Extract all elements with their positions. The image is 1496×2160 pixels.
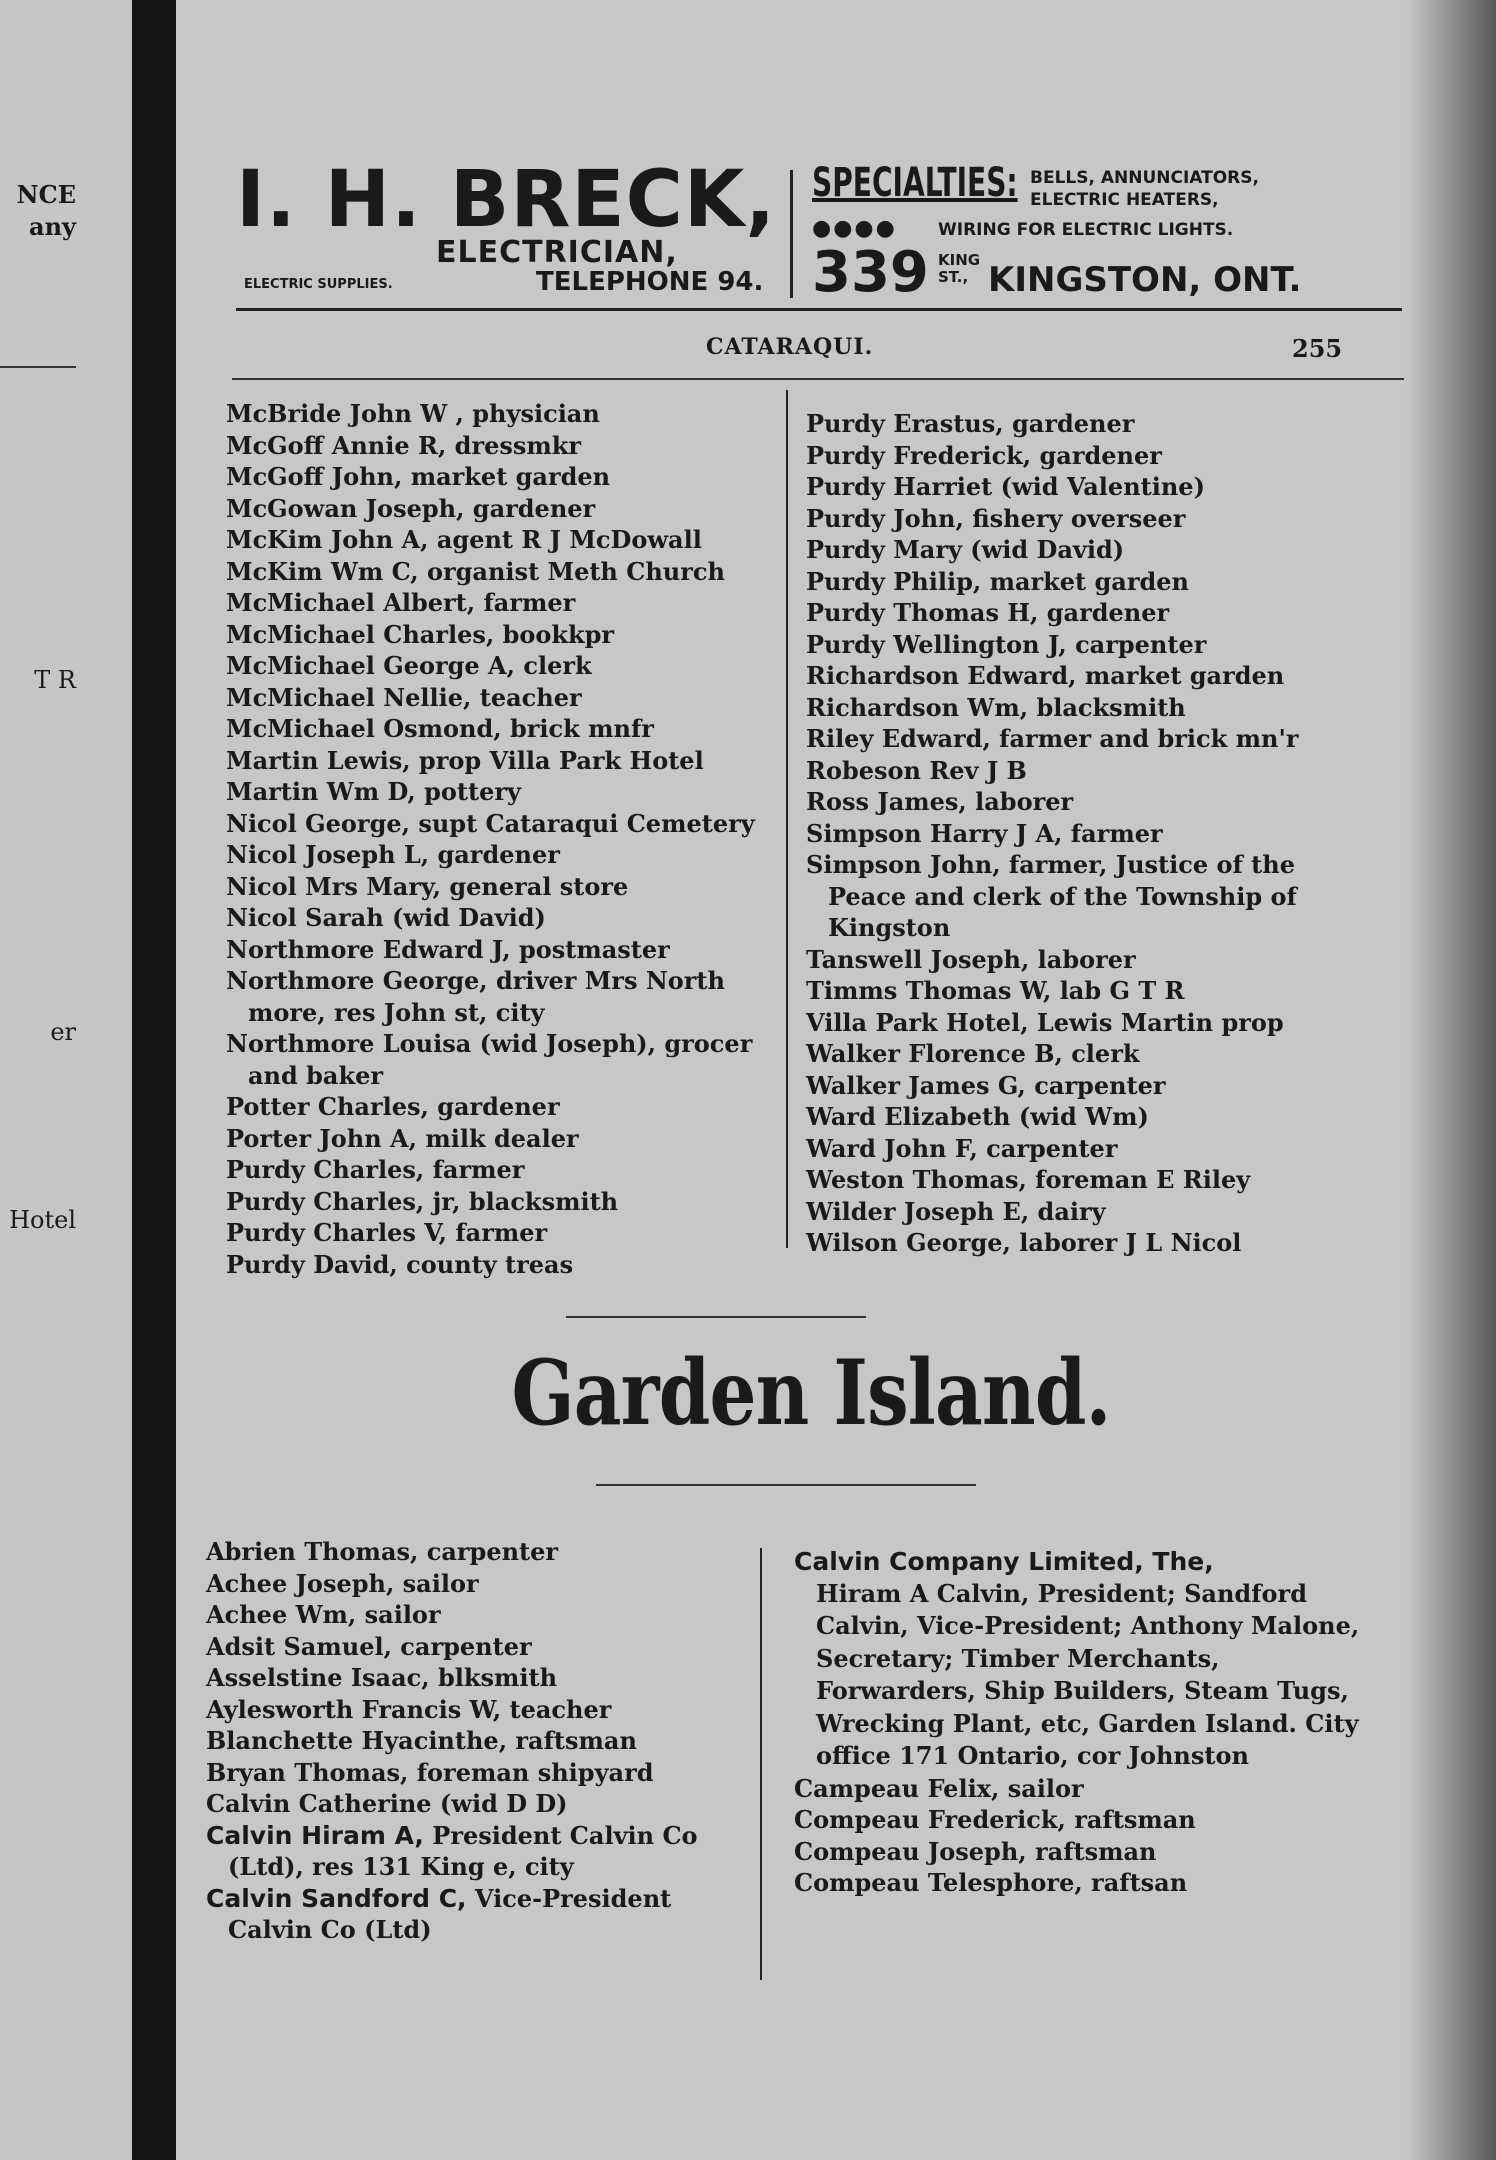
- ornament-dots: ●●●●: [812, 216, 897, 241]
- directory-entry: Purdy Charles, farmer: [226, 1155, 525, 1184]
- directory-entry: Walker James G, carpenter: [806, 1070, 1166, 1100]
- directory-entry: McBride John W , physician: [226, 399, 600, 428]
- directory-entry: [206, 1694, 746, 1726]
- directory-entry: [206, 1662, 746, 1694]
- directory-entry: Wilder Joseph E, dairy: [806, 1196, 1106, 1226]
- entry-detail: carpenter: [391, 1631, 532, 1661]
- directory-entry: [206, 1631, 746, 1663]
- entry-name: Achee Wm,: [206, 1600, 357, 1629]
- entry-name: Adsit Samuel,: [206, 1631, 392, 1661]
- firm-heading: Calvin Company Limited, The,: [794, 1547, 1214, 1576]
- directory-entry: [206, 1568, 746, 1600]
- page-number: 255: [1292, 334, 1343, 363]
- entry-name: Aylesworth Francis W,: [206, 1694, 502, 1724]
- directory-entry: [206, 1757, 746, 1789]
- directory-entry: [206, 1599, 746, 1631]
- entry-detail: blksmith: [429, 1663, 558, 1692]
- directory-entry: Northmore Louisa (wid Joseph), grocer and baker: [226, 1029, 753, 1090]
- entry-detail: teacher: [501, 1694, 612, 1724]
- directory-entry: Compeau Joseph, raftsman: [794, 1836, 1157, 1866]
- directory-entry: [206, 1536, 746, 1568]
- advertisement-left: [236, 155, 796, 305]
- advertiser-telephone: TELEPHONE 94.: [536, 267, 764, 297]
- entry-detail: sailor: [394, 1568, 479, 1598]
- directory-entry: [206, 1883, 746, 1946]
- directory-entry: Robeson Rev J B: [806, 755, 1027, 785]
- directory-entry: Villa Park Hotel, Lewis Martin prop: [806, 1007, 1284, 1037]
- advertiser-city: KINGSTON, ONT.: [988, 260, 1302, 300]
- directory-entry: Potter Charles, gardener: [226, 1092, 560, 1121]
- directory-entry: Richardson Edward, market garden: [806, 661, 1285, 690]
- entry-detail: carpenter: [418, 1537, 559, 1566]
- directory-entry: Nicol Mrs Mary, general store: [226, 871, 629, 901]
- advertisement-divider: [790, 170, 793, 298]
- previous-page-edge: [0, 0, 132, 2160]
- directory-entry: Purdy Erastus, gardener: [806, 409, 1135, 438]
- entry-name: Calvin Catherine: [206, 1789, 432, 1818]
- section-rule: [566, 1316, 866, 1318]
- specialties-label: SPECIALTIES:: [812, 160, 1018, 206]
- directory-entry: Timms Thomas W, lab G T R: [806, 976, 1185, 1005]
- specialty-line: ELECTRIC HEATERS,: [1030, 190, 1219, 210]
- directory-entry: McGowan Joseph, gardener: [226, 493, 596, 523]
- directory-entry: Riley Edward, farmer and brick mn'r: [806, 724, 1299, 753]
- garden-island-column-2: [794, 1546, 1384, 1899]
- directory-entry: Weston Thomas, foreman E Riley: [806, 1165, 1251, 1194]
- directory-entry: McGoff Annie R, dressmkr: [226, 430, 582, 460]
- directory-entry: Martin Wm D, pottery: [226, 777, 521, 806]
- title-rule: [596, 1484, 976, 1486]
- prev-fragment: er: [50, 1018, 76, 1046]
- directory-entry: Purdy Thomas H, gardener: [806, 598, 1170, 627]
- entry-detail: raftsman: [507, 1726, 637, 1755]
- directory-entry: Campeau Felix, sailor: [794, 1773, 1084, 1803]
- directory-entry: Northmore George, driver Mrs North more, res John st, city: [226, 966, 725, 1027]
- directory-entry: Martin Lewis, prop Villa Park Hotel: [226, 745, 704, 775]
- directory-entry: McMichael George A, clerk: [226, 651, 592, 680]
- directory-entry: [206, 1820, 746, 1883]
- entry-name: Blanchette Hyacinthe,: [206, 1726, 508, 1755]
- directory-entry: [206, 1788, 746, 1820]
- firm-description: Hiram A Calvin, President; Sandford Calvin, Vice-President; Anthony Malone, Secretary; Timber Merchants, Forwarders, Ship Builders, Steam Tugs, Wrecking Plant, etc, Garden Island. City office 171 Ontario, cor Johnston: [816, 1578, 1360, 1770]
- header-rule: [236, 308, 1402, 311]
- street-number: 339: [812, 240, 929, 305]
- cataraqui-column-1: [226, 398, 786, 1280]
- directory-entry: McKim Wm C, organist Meth Church: [226, 556, 725, 586]
- directory-entry: Wilson George, laborer J L Nicol: [806, 1228, 1242, 1257]
- entry-name: Bryan Thomas,: [206, 1757, 409, 1787]
- street-abbrev-line: ST.,: [938, 268, 969, 286]
- directory-entry: Northmore Edward J, postmaster: [226, 934, 670, 964]
- cataraqui-column-2: [806, 408, 1366, 1259]
- directory-entry: Tanswell Joseph, laborer: [806, 944, 1136, 974]
- running-head: CATARAQUI.: [706, 334, 874, 360]
- column-divider: [786, 390, 788, 1248]
- entry-detail: foreman shipyard: [408, 1757, 654, 1787]
- advertisement-right: [812, 160, 1372, 310]
- directory-entry: Purdy Charles, jr, blacksmith: [226, 1186, 619, 1216]
- entry-name: Abrien Thomas,: [206, 1537, 419, 1566]
- directory-entry: Compeau Telesphore, raftsan: [794, 1868, 1188, 1897]
- directory-entry: McMichael Charles, bookkpr: [226, 619, 615, 649]
- directory-entry: Ward John F, carpenter: [806, 1133, 1118, 1163]
- specialty-line: WIRING FOR ELECTRIC LIGHTS.: [938, 220, 1234, 240]
- directory-entry: Porter John A, milk dealer: [226, 1123, 579, 1153]
- entry-detail: Vice-President Calvin Co (Ltd): [228, 1883, 672, 1944]
- directory-entry: Purdy Philip, market garden: [806, 566, 1189, 596]
- directory-entry: Purdy John, fishery overseer: [806, 503, 1186, 533]
- street-abbrev: [938, 252, 980, 286]
- directory-entry: McKim John A, agent R J McDowall: [226, 525, 702, 554]
- directory-entry: Walker Florence B, clerk: [806, 1039, 1140, 1068]
- prev-fragment: NCE: [16, 180, 76, 209]
- entry-name: Calvin Hiram A,: [206, 1820, 424, 1850]
- directory-entry: Purdy Charles V, farmer: [226, 1218, 548, 1247]
- directory-page: [176, 0, 1496, 2160]
- directory-entry: Simpson John, farmer, Justice of the Peace and clerk of the Township of Kingston: [806, 850, 1297, 942]
- entry-detail: sailor: [356, 1600, 441, 1629]
- directory-entry: Compeau Frederick, raftsman: [794, 1805, 1196, 1834]
- directory-entry: Purdy David, county treas: [226, 1249, 574, 1279]
- specialty-line: BELLS, ANNUNCIATORS,: [1030, 168, 1259, 188]
- directory-entry: Richardson Wm, blacksmith: [806, 692, 1186, 722]
- directory-entry: McMichael Albert, farmer: [226, 588, 576, 617]
- directory-entry: McMichael Nellie, teacher: [226, 682, 582, 712]
- head-rule: [232, 378, 1404, 380]
- advertiser-supplies: ELECTRIC SUPPLIES.: [244, 277, 393, 292]
- entry-detail: (wid D D): [431, 1789, 568, 1818]
- directory-entry: Purdy Harriet (wid Valentine): [806, 472, 1205, 501]
- garden-island-column-1: [206, 1536, 746, 1946]
- directory-entry: Simpson Harry J A, farmer: [806, 818, 1163, 848]
- directory-entry: Ward Elizabeth (wid Wm): [806, 1102, 1149, 1131]
- directory-entry: Purdy Wellington J, carpenter: [806, 629, 1207, 659]
- directory-entry: McGoff John, market garden: [226, 462, 611, 491]
- book-binding: [132, 0, 176, 2160]
- entry-name: Asselstine Isaac,: [206, 1663, 430, 1692]
- prev-fragment: T R: [34, 666, 76, 694]
- entry-detail: President Calvin Co (Ltd), res 131 King e, city: [228, 1820, 698, 1881]
- directory-entry: Nicol George, supt Cataraqui Cemetery: [226, 808, 755, 838]
- directory-entry: [206, 1725, 746, 1757]
- page-edge-shadow: [1406, 0, 1496, 2160]
- entry-name: Calvin Sandford C,: [206, 1883, 467, 1913]
- prev-fragment: any: [29, 212, 76, 241]
- directory-entry: Nicol Joseph L, gardener: [226, 840, 560, 869]
- advertiser-name: I. H. BRECK,: [236, 155, 776, 245]
- directory-entry: McMichael Osmond, brick mnfr: [226, 714, 654, 743]
- column-divider: [760, 1548, 762, 1980]
- directory-entry: Purdy Frederick, gardener: [806, 440, 1162, 470]
- prev-fragment: Hotel: [9, 1206, 76, 1234]
- directory-entry: Purdy Mary (wid David): [806, 535, 1125, 564]
- street-abbrev-line: KING: [938, 251, 981, 269]
- directory-entry: Ross James, laborer: [806, 787, 1074, 816]
- section-title: Garden Island.: [511, 1340, 1111, 1446]
- entry-name: Achee Joseph,: [206, 1568, 395, 1598]
- directory-entry: Nicol Sarah (wid David): [226, 903, 546, 932]
- garden-island-list: [794, 1773, 1384, 1899]
- prev-rule: [0, 366, 76, 368]
- advertiser-trade: ELECTRICIAN,: [436, 235, 678, 270]
